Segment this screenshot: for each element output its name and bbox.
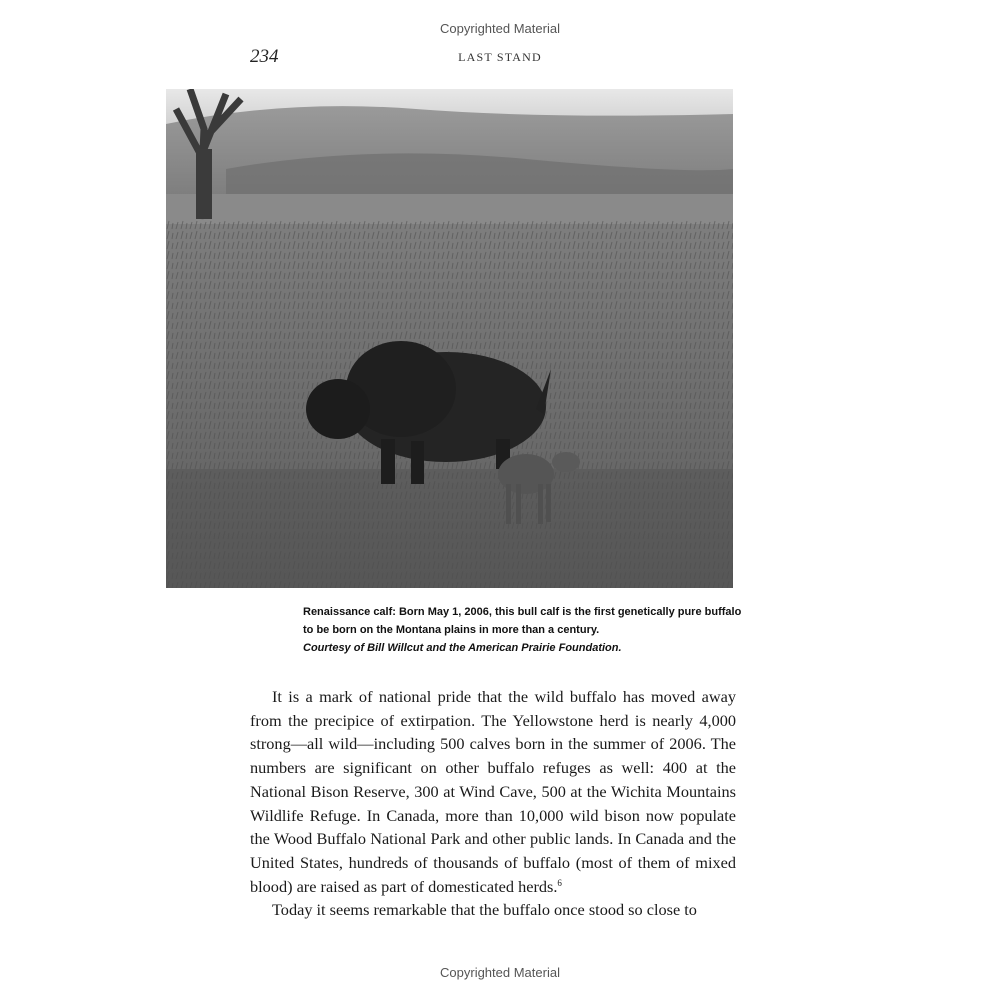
caption-text: Renaissance calf: Born May 1, 2006, this bull calf is the first genetically pure buffalo to be born on the Montana plains in more than a century. xyxy=(303,606,742,636)
photo-caption xyxy=(303,603,743,657)
bison-photo xyxy=(166,89,733,588)
paragraph xyxy=(250,685,736,898)
caption-credit: Courtesy of Bill Willcut and the American Prairie Foundation. xyxy=(303,642,622,654)
watermark-bottom: Copyrighted Material xyxy=(440,965,560,980)
watermark-top: Copyrighted Material xyxy=(440,21,560,36)
paragraph xyxy=(250,898,736,922)
page-number: 234 xyxy=(250,46,279,67)
body-text xyxy=(250,685,736,922)
footnote-reference[interactable]: 6 xyxy=(557,877,562,888)
paragraph-1-text: It is a mark of national pride that the wild buffalo has moved away from the precipice of extirpation. The Yellowstone herd is nearly 4,000 strong—all wild—including 500 calves born in the summer of 2006. The numbers are significant on other buffalo refuges as well: 400 at the National Bison Reserve, 300 at Wind Cave, 500 at the Wichita Mountains Wildlife Refuge. In Canada, more than 10,000 wild bison now populate the Wood Buffalo National Park and other public lands. In Canada and the United States, hundreds of thousands of buffalo (most of them of mixed blood) are raised as part of domesticated herds. xyxy=(250,687,736,896)
paragraph-2-text: Today it seems remarkable that the buffalo once stood so close to xyxy=(272,900,697,920)
running-head: LAST STAND xyxy=(458,50,542,64)
